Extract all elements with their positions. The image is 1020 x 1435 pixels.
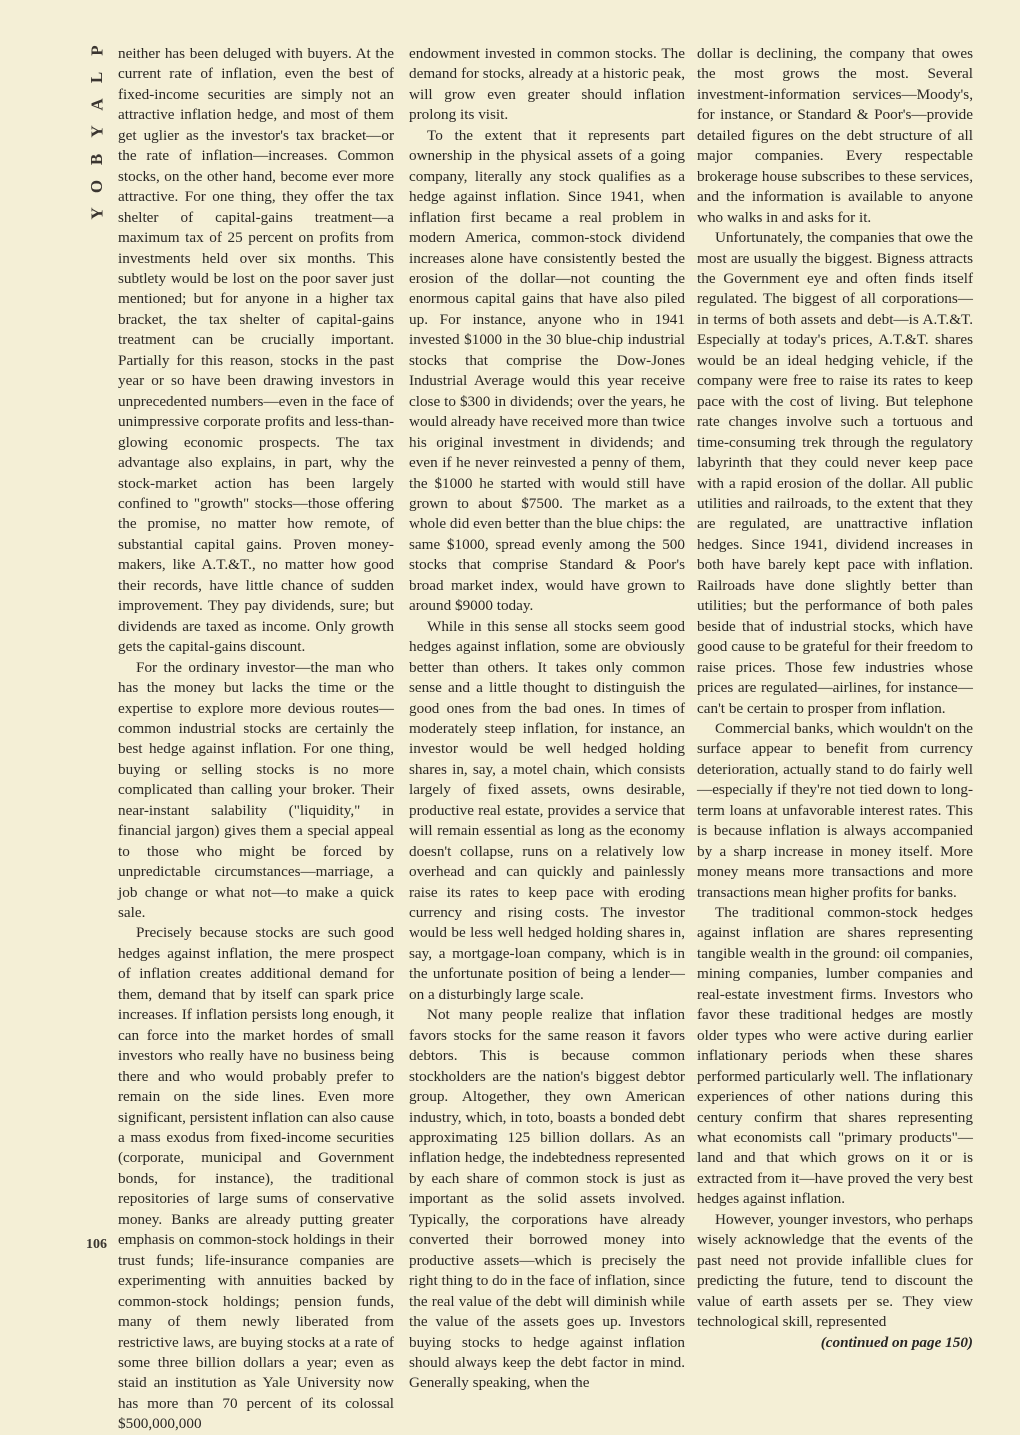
masthead-letter: A: [87, 98, 107, 111]
masthead-letter: B: [87, 153, 107, 165]
paragraph: Not many people realize that inflation favors stocks for the same reason it favors debtors. This is because common stockholders are the nation's biggest debtor group. Altogether, they own American industry, which, in toto, boasts a bonded debt approximating 125 billion dollars. As an inflation hedge, the indebtedness represented by each share of common stock is just as important as the solid assets involved. Typically, the corporations have already converted their borrowed money into productive assets—which is precisely the right thing to do in the face of inflation, since the real value of the debt will diminish while the value of the assets goes up. Investors buying stocks to hedge against inflation should always keep the debt factor in mind. Generally speaking, when the: [409, 1006, 685, 1392]
paragraph: endowment invested in common stocks. The demand for stocks, already at a historic peak, will grow even greater should inflation prolong its visit.: [409, 45, 685, 124]
masthead-letter: O: [87, 179, 107, 193]
page-number: 106: [86, 1237, 107, 1252]
paragraph: neither has been deluged with buyers. At the current rate of inflation, even the best of fixed-income securities are simply not an attractive inflation hedge, and most of them get uglier as the investor's tax bracket—or the rate of inflation—increases. Common stocks, on the other hand, become ever more attractive. For one thing, they offer the tax shelter of capital-gains treatment—a maximum tax of 25 percent on profits from investments held over six months. This subtlety would be lost on the poor saver just mentioned; but for anyone in a higher tax bracket, the tax shelter of capital-gains treatment can be crucially important. Partially for this reason, stocks in the past year or so have been drawing investors in unprecedented numbers—even in the face of unimpressive corporate profits and less-than-glowing economic prospects. The tax advantage also explains, in part, why the stock-market action has been largely confined to "growth" stocks—those offering the promise, no matter how remote, of substantial capital gains. Proven money-makers, like A.T.&T., no matter how good their records, have little chance of sudden improvement. They pay dividends, sure; but dividends are taxed as income. Only growth gets the capital-gains discount.: [118, 45, 394, 656]
text-column-1: [118, 44, 394, 1435]
paragraph: To the extent that it represents part ownership in the physical assets of a going company, literally any stock qualifies as a hedge against inflation. Since 1941, when inflation first became a real problem in modern America, common-stock dividend increases alone have consistently bested the erosion of the dollar—not counting the enormous capital gains that have also piled up. For instance, anyone who in 1941 invested $1000 in the 30 blue-chip industrial stocks that comprise the Dow-Jones Industrial Average would this year receive close to $300 in dividends; over the years, he would already have received more than twice his original investment in dividends; and even if he never reinvested a penny of them, the $1000 he started with would still have grown to about $7500. The market as a whole did even better than the blue chips: the same $1000, spread evenly among the 500 stocks that comprise Standard & Poor's broad market index, would have grown to around $9000 today.: [409, 126, 685, 615]
paragraph: Precisely because stocks are such good hedges against inflation, the mere prospect of inflation creates additional demand for them, demand that by itself can spark price increases. If inflation persists long enough, it can force into the market hordes of small investors who really have no business being there and who would probably prefer to remain on the side lines. Even more significant, persistent inflation can also cause a mass exodus from fixed-income securities (corporate, municipal and Government bonds, for instance), the traditional repositories of large sums of conservative money. Banks are already putting greater emphasis on common-stock holdings in their trust funds; life-insurance companies are experimenting with annuities backed by common-stock holdings; pension funds, many of them newly liberated from restrictive laws, are buying stocks at a rate of some three billion dollars a year; even as staid an institution as Yale University now has more than 70 percent of its colossal $500,000,000: [118, 924, 394, 1433]
masthead-letter: L: [87, 71, 107, 84]
paragraph: Commercial banks, which wouldn't on the surface appear to benefit from currency deterioration, actually stand to do fairly well—especially if they're not tied down to long-term loans at unfavorable interest rates. This is because inflation is always accompanied by a sharp increase in money itself. More money means more transactions and more transactions mean higher profits for banks.: [697, 719, 973, 901]
masthead-letter: Y: [87, 207, 107, 220]
masthead-letter: Y: [87, 125, 107, 139]
masthead-letter: P: [87, 45, 107, 56]
text-column-3: [697, 44, 973, 1353]
paragraph: However, younger investors, who perhaps wisely acknowledge that the events of the past need not provide infallible clues for predicting the future, tend to discount the value of earth assets per se. They view technological skill, represented: [697, 1210, 973, 1331]
paragraph: While in this sense all stocks seem good hedges against inflation, some are obviously better than others. It takes only common sense and a little thought to distinguish the good ones from the bad ones. In times of moderately steep inflation, for instance, an investor would be well hedged holding shares in, say, a motel chain, which consists largely of fixed assets, owns desirable, productive real estate, provides a service that will remain essential as long as the economy doesn't collapse, runs on a relatively low overhead and can quickly and painlessly raise its rates to keep pace with eroding currency and rising costs. The investor would be less well hedged holding shares in, say, a mortgage-loan company, which is in the unfortunate position of being a lender—on a disturbingly large scale.: [409, 617, 685, 1003]
paragraph: dollar is declining, the company that owes the most grows the most. Several investment-information services—Moody's, for instance, or Standard & Poor's—provide detailed figures on the debt structure of all major companies. Every respectable brokerage house subscribes to these services, and the information is available to anyone who walks in and asks for it.: [697, 45, 973, 226]
continued-note: (continued on page 150): [820, 1333, 973, 1351]
paragraph: Unfortunately, the companies that owe the most are usually the biggest. Bigness attracts the Government eye and often finds itself regulated. The biggest of all corporations—in terms of both assets and debt—is A.T.&T. Especially at today's prices, A.T.&T. shares would be an ideal hedging vehicle, if the company were free to raise its rates to keep pace with the cost of living. But telephone rate changes involve such a tortuous and time-consuming trek through the regulatory labyrinth that they could never keep pace with a rapid erosion of the dollar. All public utilities and railroads, to the extent that they are regulated, are unattractive inflation hedges. Since 1941, dividend increases in both have barely kept pace with inflation. Railroads have done slightly better than utilities; but the performance of both pales beside that of industrial stocks, which have good cause to be grateful for their freedom to raise prices. Those few industries whose prices are regulated—airlines, for instance—can't be certain to prosper from inflation.: [697, 229, 973, 717]
paragraph: For the ordinary investor—the man who has the money but lacks the time or the expertise to explore more devious routes—common industrial stocks are certainly the best hedge against inflation. For one thing, buying or selling stocks is no more complicated than calling your broker. Their near-instant salability ("liquidity," in financial jargon) gives them a special appeal to those who might be forced by unpredictable circumstances—marriage, a job change or what not—to make a quick sale.: [118, 658, 394, 922]
masthead-vertical: [82, 42, 112, 222]
text-column-2: [409, 44, 685, 1394]
paragraph: The traditional common-stock hedges against inflation are shares representing tangible wealth in the ground: oil companies, mining companies, lumber companies and real-estate investment firms. Investors who favor these traditional hedges are mostly older types who were active during earlier inflationary periods when these shares performed particularly well. The inflationary experiences of other nations during this century confirm that shares representing what economists call "primary products"—land and that which grows on it or is extracted from it—have proved the very best hedges against inflation.: [697, 904, 973, 1208]
